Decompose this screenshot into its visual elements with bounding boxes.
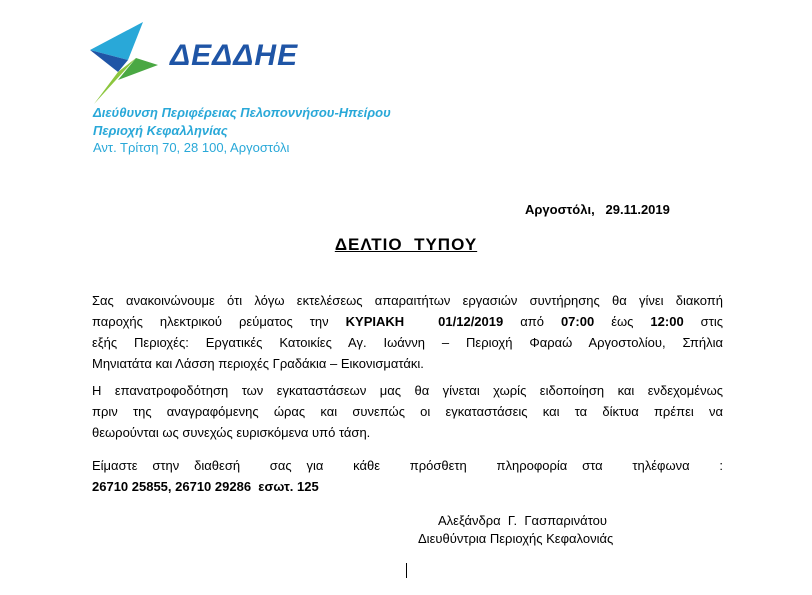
contact-phones: 26710 25855, 26710 29286 εσωτ. 125 xyxy=(92,479,319,494)
outage-day: ΚΥΡΙΑΚΗ 01/12/2019 xyxy=(345,314,504,329)
date-line: Αργοστόλι, 29.11.2019 xyxy=(525,202,670,217)
paragraph-line: εξής Περιοχές: Εργατικές Κατοικίες Αγ. Ιωάννη – Περιοχή Φαραώ Αργοστολίου, Σπήλια xyxy=(92,335,723,350)
logo-wordmark: ΔΕΔΔΗΕ xyxy=(170,39,299,72)
outage-announcement-paragraph xyxy=(92,290,723,374)
region-name: Περιοχή Κεφαλληνίας xyxy=(93,123,228,138)
signatory-name: Αλεξάνδρα Γ. Γασπαρινάτου xyxy=(438,513,607,528)
outage-start-time: 07:00 xyxy=(560,314,595,329)
deddie-logo-mark-icon xyxy=(88,20,164,106)
paragraph-line: θεωρούνται ως συνεχώς ευρισκόμενα υπό τάση. xyxy=(92,425,371,440)
address: Αντ. Τρίτση 70, 28 100, Αργοστόλι xyxy=(93,140,290,155)
outage-end-time: 12:00 xyxy=(650,314,684,329)
text-cursor xyxy=(406,563,407,578)
restoration-notice-paragraph xyxy=(92,380,723,443)
paragraph-line: Η επανατροφοδότηση των εγκαταστάσεων μας θα γίνεται χωρίς ειδοποίηση και ενδεχομένως xyxy=(92,383,723,398)
paragraph-line: παροχής ηλεκτρικού ρεύματος την ΚΥΡΙΑΚΗ 01/12/2019 από 07:00 έως 12:00 στις xyxy=(92,314,723,329)
division-name: Διεύθυνση Περιφέρειας Πελοποννήσου-Ηπείρου xyxy=(93,105,391,120)
paragraph-line: Μηνιατάτα και Λάσση περιοχές Γραδάκια – Εικονισματάκι. xyxy=(92,356,424,371)
document-title: ΔΕΛΤΙΟ ΤΥΠΟΥ xyxy=(334,235,478,254)
signatory-role: Διευθύντρια Περιοχής Κεφαλονιάς xyxy=(418,531,614,546)
paragraph-line: Σας ανακοινώνουμε ότι λόγω εκτελέσεως απαραιτήτων εργασιών συντήρησης θα γίνει διακοπή xyxy=(92,293,723,308)
paragraph-line: πριν της αναγραφόμενης ώρας και συνεπώς οι εγκαταστάσεις και τα δίκτυα πρέπει να xyxy=(92,404,723,419)
contact-paragraph xyxy=(92,455,723,497)
paragraph-line: Είμαστε στην διαθεσή σας για κάθε πρόσθετη πληροφορία στα τηλέφωνα : xyxy=(92,458,723,473)
